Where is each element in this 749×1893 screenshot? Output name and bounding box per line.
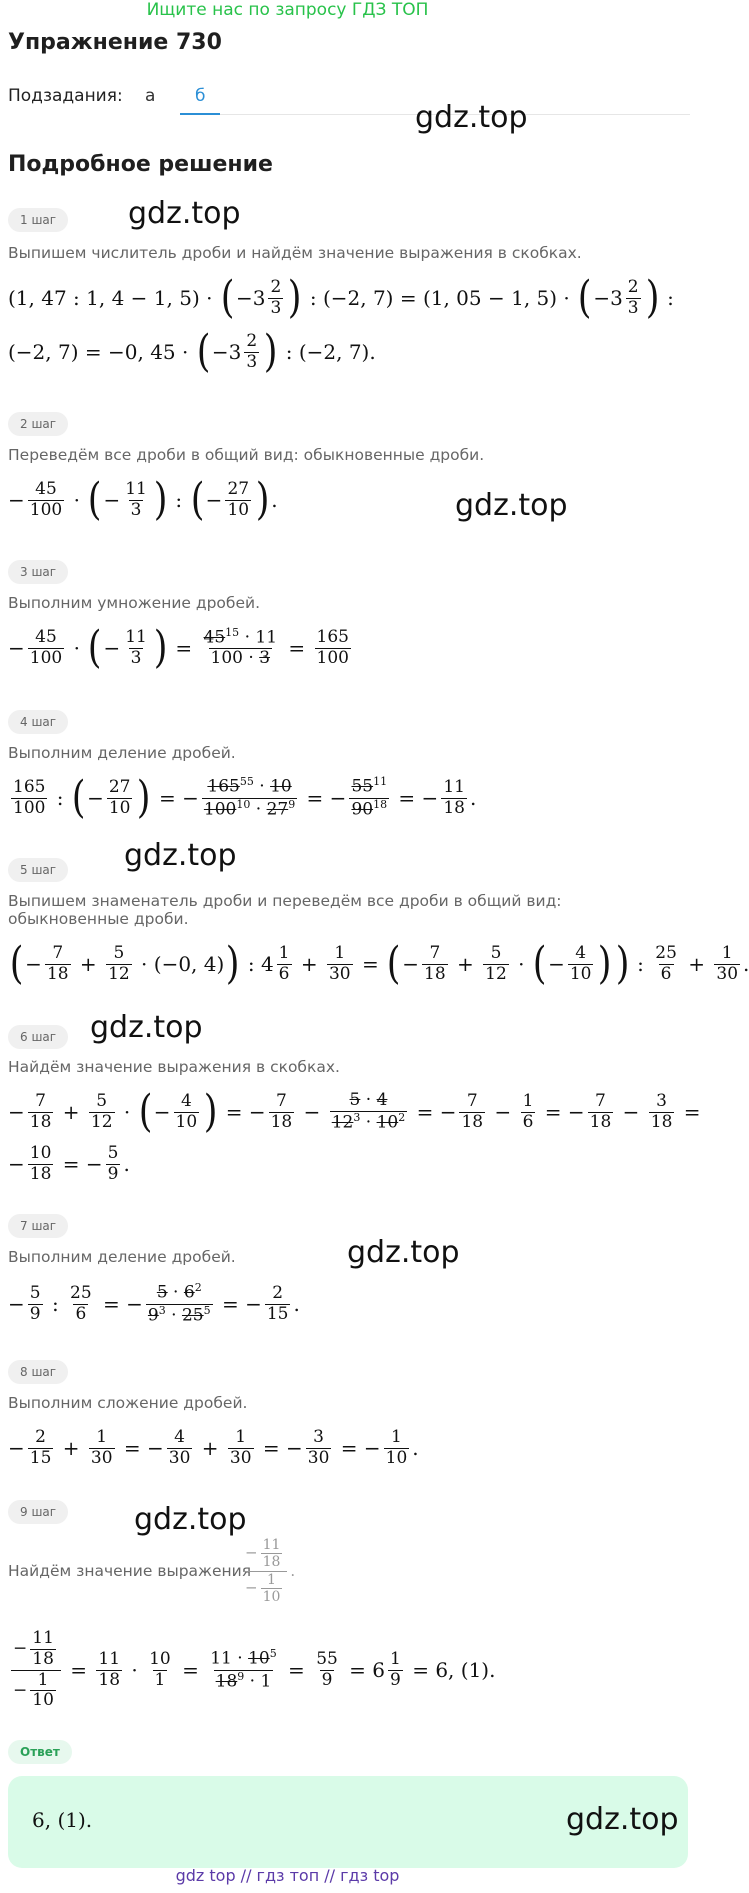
watermark: gdz.top bbox=[124, 838, 237, 873]
step-text: Выполним сложение дробей. bbox=[8, 1394, 248, 1412]
footer-links[interactable]: gdz top // гдз топ // гдз top bbox=[175, 1866, 400, 1885]
step-text: Выполним деление дробей. bbox=[8, 1248, 236, 1266]
section-title: Подробное решение bbox=[8, 152, 273, 177]
step-badge: 2 шаг bbox=[8, 412, 68, 436]
step-badge: 1 шаг bbox=[8, 208, 68, 232]
math-formula: (1, 47 : 1, 4 − 1, 5) · ( −3 $\frac{2}{3}$ ) : (−2, 7) = (1, 05 − 1, 5) · ( −3 $\frac{2}{3}$ ) : bbox=[8, 272, 674, 323]
step-badge: 8 шаг bbox=[8, 1360, 68, 1384]
subtasks-label: Подзадания: bbox=[8, 86, 123, 106]
watermark: gdz.top bbox=[415, 100, 528, 135]
step-text: Переведём все дроби в общий вид: обыкновенные дроби. bbox=[8, 446, 485, 464]
page-title: Упражнение 730 bbox=[8, 30, 222, 55]
step-badge: 3 шаг bbox=[8, 560, 68, 584]
active-tab-indicator bbox=[180, 113, 220, 115]
watermark: gdz.top bbox=[347, 1235, 460, 1270]
math-formula: − $\frac{2}{15}$ + $\frac{1}{30}$ = − $\frac{4}{30}$ + $\frac{1}{30}$ = − $\frac{3}{30}$ = − $\frac{1}{10}$ . bbox=[8, 1426, 419, 1468]
step-text: Выполним умножение дробей. bbox=[8, 594, 261, 612]
math-formula: $\frac{165}{100}$ : ( − $\frac{27}{10}$ ) = − $\frac{165^{55} \cdot 10}{100^{10} \cdot 27^9}$ = − $\frac{55^{11}}{90^{18}}$ = − $\frac{11}{18}$ . bbox=[13, 772, 477, 823]
math-formula: − $\frac{45}{100}$ · ( − $\frac{11}{3}$ ) = $\frac{45^{15} \cdot 11}{100 \cdot 3}$ = $\frac{165}{100}$ bbox=[8, 622, 349, 673]
step-text: Выпишем числитель дроби и найдём значение выражения в скобках. bbox=[8, 244, 582, 262]
step-text: Найдём значение выражения в скобках. bbox=[8, 1058, 340, 1076]
math-formula: − $\frac{45}{100}$ · ( − $\frac{11}{3}$ ) : ( − $\frac{27}{10}$ ) . bbox=[8, 474, 278, 525]
step-text: Найдём значение выражения bbox=[8, 1562, 252, 1580]
math-formula: − $\frac{7}{18}$ + $\frac{5}{12}$ · ( − $\frac{4}{10}$ ) = − $\frac{7}{18}$ − $\frac{5 \cdot 4}{12^3 \cdot 10^2}$ = − $\frac{7}{18}$ − $\frac{1}{6}$ = − $\frac{7}{18}$ − $\frac{3}{18}$ = bbox=[8, 1086, 701, 1137]
math-formula: − $\frac{10}{18}$ = − $\frac{5}{9}$ . bbox=[8, 1142, 130, 1184]
subtask-tab-a[interactable]: а bbox=[145, 86, 156, 106]
step-text: Выпишем знаменатель дроби и переведём все дроби в общий вид: обыкновенные дроби. bbox=[8, 892, 562, 928]
watermark: gdz.top bbox=[566, 1802, 679, 1837]
watermark: gdz.top bbox=[128, 196, 241, 231]
step-text: Выполним деление дробей. bbox=[8, 744, 236, 762]
watermark: gdz.top bbox=[134, 1502, 247, 1537]
watermark: gdz.top bbox=[455, 488, 568, 523]
step-badge: 9 шаг bbox=[8, 1500, 68, 1524]
math-formula: ( − $\frac{7}{18}$ + $\frac{5}{12}$ · (−0, 4) ) : 4 $\frac{1}{6}$ + $\frac{1}{30}$ = ( − $\frac{7}{18}$ + $\frac{5}{12}$ · ( − $\frac{4}{10}$ ) ) : $\frac{25}{6}$ + $\frac{1}{30}$ . bbox=[9, 938, 749, 989]
step-badge: 4 шаг bbox=[8, 710, 68, 734]
step-badge: 6 шаг bbox=[8, 1025, 68, 1049]
step-badge: 5 шаг bbox=[8, 858, 68, 882]
promo-banner: Ищите нас по запросу ГДЗ ТОП bbox=[146, 0, 429, 20]
step-badge: 7 шаг bbox=[8, 1214, 68, 1238]
answer-badge: Ответ bbox=[8, 1740, 72, 1764]
subtask-tab-b[interactable]: б bbox=[195, 86, 206, 106]
math-formula: − $\frac{11}{18}$ − $\frac{1}{10}$ . bbox=[245, 1537, 296, 1605]
math-formula: − $\frac{5}{9}$ : $\frac{25}{6}$ = − $\frac{5 \cdot 6^2}{9^3 \cdot 25^5}$ = − $\frac{2}{15}$ . bbox=[8, 1281, 300, 1326]
math-formula: − $\frac{11}{18}$ − $\frac{1}{10}$ = $\frac{11}{18}$ · $\frac{10}{1}$ = $\frac{11 \cdot 10^5}{18^9 \cdot 1}$ = $\frac{55}{9}$ = 6 $\frac{1}{9}$ = 6, (1). bbox=[13, 1628, 496, 1711]
watermark: gdz.top bbox=[90, 1010, 203, 1045]
math-formula: (−2, 7) = −0, 45 · ( −3 $\frac{2}{3}$ ) : (−2, 7). bbox=[8, 326, 376, 377]
answer-value: 6, (1). bbox=[32, 1808, 93, 1832]
